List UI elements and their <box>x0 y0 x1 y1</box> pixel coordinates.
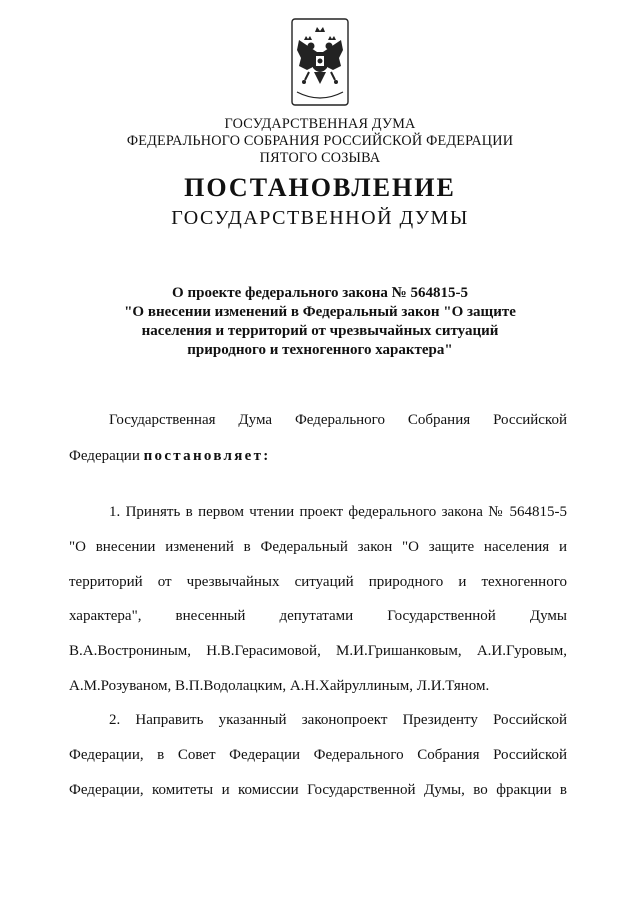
item2-line-3: Федерации, комитеты и комиссии Государственной Думы, во фракции в <box>69 782 567 798</box>
preamble-text: Федерации <box>69 448 144 464</box>
header-line-2: ФЕДЕРАЛЬНОГО СОБРАНИЯ РОССИЙСКОЙ ФЕДЕРАЦИИ <box>126 133 514 149</box>
caption-line-2: "О внесении изменений в Федеральный закон "О защите <box>124 304 516 320</box>
document-caption <box>0 284 640 360</box>
preamble-line-2 <box>69 447 567 466</box>
document-subtitle: ГОСУДАРСТВЕННОЙ ДУМЫ <box>171 207 469 229</box>
item1-line-6: А.М.Розуваном, В.П.Водолацким, А.Н.Хайруллиным, Л.И.Тяном. <box>69 678 490 694</box>
item1-line-3: территорий от чрезвычайных ситуаций природного и техногенного <box>69 574 567 590</box>
item1-line-4: характера", внесенный депутатами Государственной Думы <box>69 608 567 624</box>
preamble-line-1: Государственная Дума Федерального Собрания Российской <box>109 412 567 428</box>
caption-line-1: О проекте федерального закона № 564815-5 <box>172 285 468 301</box>
item2-line-2: Федерации, в Совет Федерации Федерального Собрания Российской <box>69 747 567 763</box>
item1-line-5: В.А.Вострониным, Н.В.Герасимовой, М.И.Гришанковым, А.И.Гуровым, <box>69 643 567 659</box>
header-line-3: ПЯТОГО СОЗЫВА <box>259 150 381 166</box>
resolves-word: постановляет: <box>143 448 271 464</box>
document-title: ПОСТАНОВЛЕНИЕ <box>184 173 456 202</box>
item1-line-1: 1. Принять в первом чтении проект федерального закона № 564815-5 <box>109 504 567 520</box>
item1-line-2: "О внесении изменений в Федеральный закон "О защите населения и <box>69 539 567 555</box>
header-line-1: ГОСУДАРСТВЕННАЯ ДУМА <box>224 116 416 132</box>
russian-coat-of-arms-icon <box>291 18 349 106</box>
caption-line-3: населения и территорий от чрезвычайных ситуаций <box>141 323 499 339</box>
caption-line-4: природного и техногенного характера" <box>187 342 453 358</box>
item2-line-1: 2. Направить указанный законопроект Президенту Российской <box>109 712 567 728</box>
